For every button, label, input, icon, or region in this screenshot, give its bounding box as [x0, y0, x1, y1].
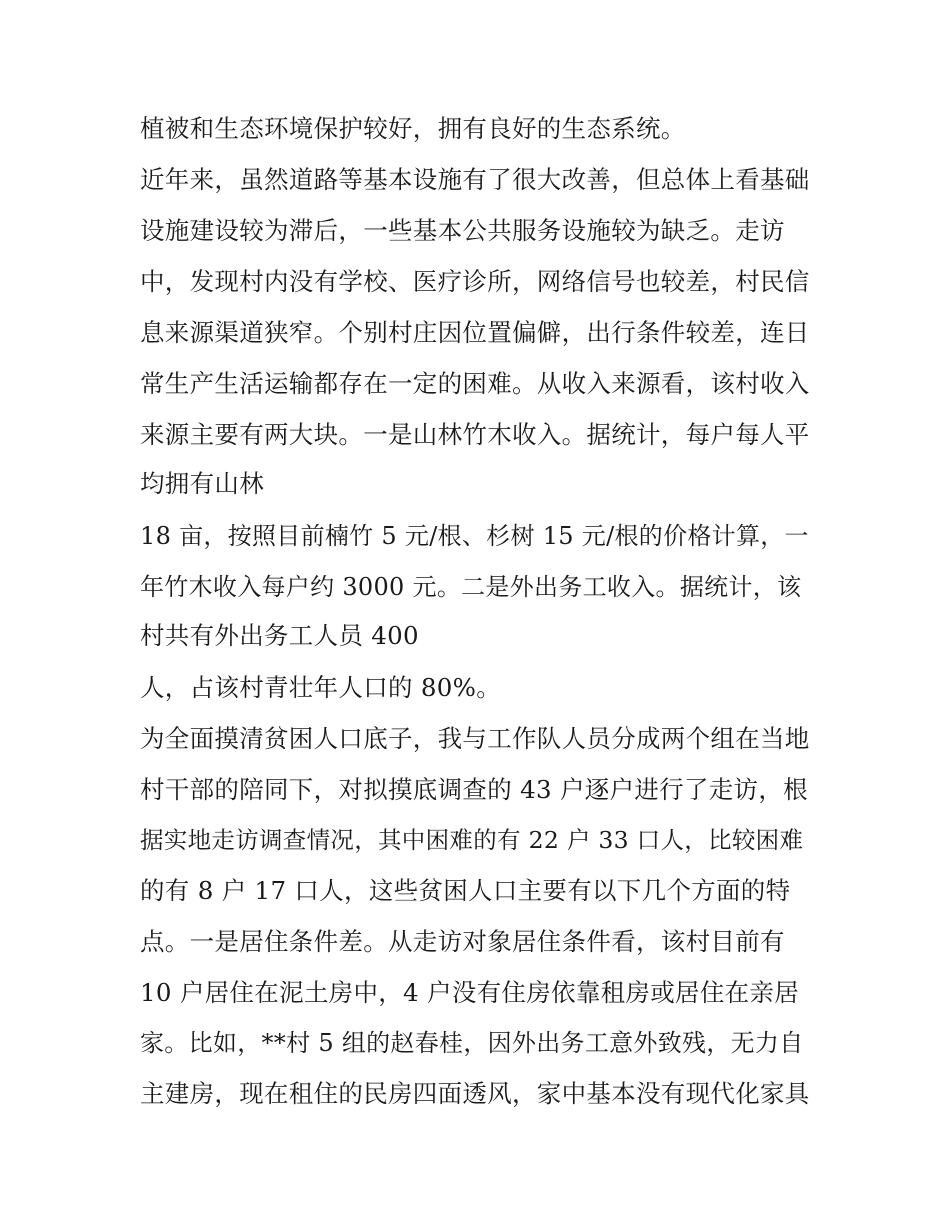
text-line: 村干部的陪同下，对拟摸底调查的 43 户逐户进行了走访，根 — [140, 775, 808, 804]
text-line: 均拥有山林 — [140, 469, 264, 498]
text-line: 年竹木收入每户约 3000 元。二是外出务工收入。据统计，该 — [140, 573, 802, 601]
text-line: 近年来，虽然道路等基本设施有了很大改善，但总体上看基础 — [140, 165, 810, 194]
text-line: 的有 8 户 17 口人，这些贫困人口主要有以下几个方面的特 — [140, 876, 791, 905]
text-line: 来源主要有两大块。一是山林竹木收入。据统计，每户每人平 — [140, 420, 810, 449]
text-line: 中，发现村内没有学校、医疗诊所，网络信号也较差，村民信 — [140, 267, 810, 296]
text-line: 设施建设较为滞后，一些基本公共服务设施较为缺乏。走访 — [140, 216, 785, 245]
text-line: 10 户居住在泥土房中，4 户没有住房依靠租房或居住在亲居 — [140, 978, 800, 1007]
text-line: 植被和生态环境保护较好，拥有良好的生态系统。 — [140, 114, 686, 143]
text-line: 人，占该村青壮年人口的 80%。 — [140, 673, 502, 702]
text-line: 据实地走访调查情况，其中困难的有 22 户 33 口人，比较困难 — [140, 826, 804, 854]
text-line: 主建房，现在租住的民房四面透风，家中基本没有现代化家具 — [140, 1079, 810, 1108]
text-line: 点。一是居住条件差。从走访对象居住条件看，该村目前有 — [140, 927, 785, 956]
text-line: 村共有外出务工人员 400 — [140, 621, 419, 650]
text-line: 常生产生活运输都存在一定的困难。从收入来源看，该村收入 — [140, 369, 810, 398]
text-line: 为全面摸清贫困人口底子，我与工作队人员分成两个组在当地 — [140, 724, 810, 753]
text-line: 18 亩，按照目前楠竹 5 元/根、杉树 15 元/根的价格计算，一 — [140, 522, 809, 550]
text-line: 家。比如，**村 5 组的赵春桂，因外出务工意外致残，无力自 — [140, 1029, 804, 1057]
text-line: 息来源渠道狭窄。个别村庄因位置偏僻，出行条件较差，连日 — [140, 318, 810, 347]
